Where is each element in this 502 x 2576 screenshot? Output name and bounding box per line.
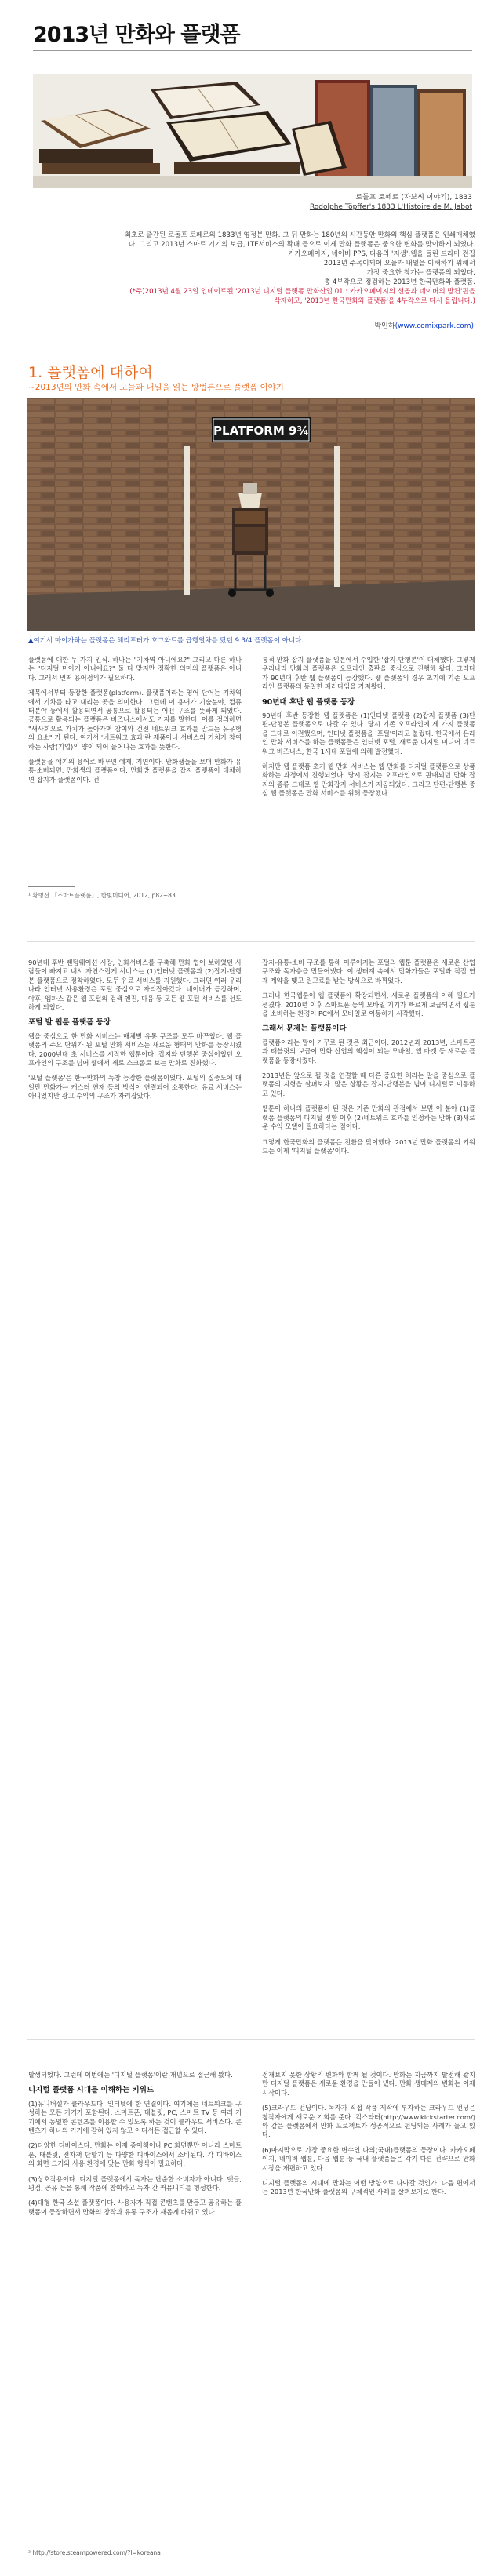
paragraph: 웹을 중심으로 한 만화 서비스는 매체별 유통 구조를 모두 바꾸었다. 웹 플랫폼의 주요 단위가 된 포털 만화 서비스는 새로운 형태의 만화를 등장시켰다. 2000년대 초 서비스를 시작한 웹툰이다. 잡지와 단행본 중심이었던 오프라인의 구조를 넘어 웹에서 세로 스크롤로 보는 만화로 진화했다. (28, 1031, 242, 1068)
paragraph: 플랫폼이라는 말이 거꾸로 된 것은 최근이다. 2012년과 2013년, 스마트폰과 태블릿의 보급이 만화 산업의 핵심이 되는 모바일, 앱 마켓 등 새로운 플랫폼을 등장시켰다. (262, 1038, 475, 1064)
section-divider (27, 2039, 475, 2040)
body-column-right-3 (262, 2071, 475, 2203)
hero-caption-english: Rodolphe Töpffer's 1833 L'Histoire de M. Jabot (309, 203, 472, 211)
footnote-rule (28, 886, 75, 887)
byline (374, 320, 474, 330)
paragraph: 그렇게 한국만화의 플랫폼은 전환을 맞이했다. 2013년 만화 플랫폼의 키워드는 이제 '디지털 플랫폼'이다. (262, 1137, 475, 1155)
paragraph: 2013년은 앞으로 될 것을 연결할 때 다른 중요한 해라는 말을 중심으로 플랫폼의 지형을 살펴보자. 많은 상황은 잡지-단행본을 넘어 디지털로 이동하고 있다. (262, 1072, 475, 1097)
paragraph: 그러나 한국웹툰이 웹 플랫폼에 확장되면서, 새로운 플랫폼의 이해 필요가 생겼다. 2010년 이후 스마트폰 등의 모바일 기기가 빠르게 보급되면서 웹툰을 소비하는 환경이 PC에서 모바일로 이동하기 시작했다. (262, 991, 475, 1018)
section-divider (27, 941, 475, 942)
paragraph: 정재보지 못한 상황의 변화와 함께 될 것이다. 만화는 지금까지 발전해 왔지만 디지털 플랫폼은 새로운 환경을 만들어 냈다. 만화 생태계의 변화는 이제 시작이다. (262, 2071, 475, 2097)
paragraph: (5)크라우드 펀딩이다. 독자가 직접 작품 제작에 투자하는 크라우드 펀딩은 창작자에게 새로운 기회를 준다. 킥스타터(http://www.kickstarter.com/)와 같은 플랫폼에서 만화 프로젝트가 성공적으로 펀딩되는 사례가 늘고 있다. (262, 2104, 475, 2139)
intro-line: 카카오페이지, 네이버 PPS, 다음의 '저생',웹을 들린 드라마 전집 (288, 250, 475, 258)
paragraph: (3)상호작용이다. 디지털 플랫폼에서 독자는 단순한 소비자가 아니다. 댓글, 평점, 공유 등을 통해 작품에 참여하고 독자 간 커뮤니티를 형성한다. (28, 2174, 242, 2192)
paragraph: 발생되었다. 그런데 이번에는 '디지털 플랫폼'이란 개념으로 접근해 봤다. (28, 2071, 233, 2079)
intro-line: 총 4부작으로 정검하는 2013년 한국만화와 플랫폼. (323, 278, 475, 286)
hero-caption-korean: 로돌프 토페르 (자보씨 이야기), 1833 (355, 194, 472, 202)
title-divider (33, 50, 472, 51)
intro-paragraph (27, 231, 475, 306)
footnote: ¹ 황병선 「스마트플랫폼」, 한빛미디어, 2012, p82~83 (28, 892, 176, 899)
paragraph: (4)대형 한국 소셜 플랫폼이다. 사용자가 직접 콘텐츠를 만들고 공유하는 플랫폼이 등장하면서 만화의 창작과 유통 구조가 새롭게 바뀌고 있다. (28, 2199, 242, 2216)
section-title: 1. 플랫폼에 대하여 (28, 364, 153, 381)
platform-illustration (27, 398, 475, 631)
body-column-left-2 (28, 959, 242, 1108)
body-column-left-3 (28, 2071, 242, 2223)
subheading: 90년대 후반 웹 플랫폼 등장 (262, 697, 355, 707)
body-column-left-1 (28, 656, 242, 791)
platform-sign-text: PLATFORM 9¾ (213, 424, 309, 438)
paragraph: (1)유니버설과 클라우드다. 인터넷에 한 연결이다. 여기에는 네트워크를 구성하는 모든 기기가 포함된다. 스마트폰, 태블릿, PC, 스마트 TV 등 여러 기기에서 동일한 콘텐츠를 이용할 수 있도록 하는 것이 클라우드 서비스다. 콘텐츠가 하나의 기기에 갇혀 있지 않고 어디서든 접근할 수 있다. (28, 2099, 242, 2135)
footnote: ² http://store.steampowered.com/?l=koreana (28, 2549, 161, 2556)
intro-notice: (*주)2013년 4월 23일 업데이트된 '2013년 디지털 플랫폼 만화산업 01 : 카카오페이지의 선공과 네이버의 방켠'편을 (129, 288, 475, 296)
books-illustration (33, 74, 472, 188)
paragraph: (6)마지막으로 가장 중요한 변수인 나의(국내)플랫폼의 등장이다. 카카오페이지, 네이버 웹툰, 다음 웹툰 등 국내 플랫폼들은 각기 다른 전략으로 만화 시장을 재편하고 있다. (262, 2145, 475, 2172)
subheading: 디지털 플랫폼 시대를 이해하는 키워드 (28, 2086, 155, 2095)
author-name: 박인하 (374, 322, 395, 330)
paragraph: (2)다양한 디바이스다. 만화는 이제 종이책이나 PC 화면뿐만 아니라 스마트폰, 태블릿, 전자책 단말기 등 다양한 디바이스에서 소비된다. 각 디바이스의 화면 크기와 사용 환경에 맞는 만화 형식이 필요하다. (28, 2141, 242, 2168)
paragraph: 웹툰이 하나의 플랫폼이 된 것은 기존 만화의 관점에서 보면 이 분야 (1)플랫폼 플랫폼의 디지털 전환 이후 (2)네트워크 효과를 인정하는 만화 (3)새로운 수익 모델이 필요하다는 점이다. (262, 1104, 475, 1131)
paragraph: 통적 만화 잡지 플랫폼을 일본에서 수입한 '잡지-단행본'이 대체했다. 그렇게 우리나라 만화의 플랫폼은 오프라인 출판을 중심으로 진행해 왔다. 그러다가 90년대 후반 웹 플랫폼이 등장했다. 웹 플랫폼의 경우 초기에 기존 오프라인 플랫폼의 동일한 패러다임을 가져왔다. (262, 656, 475, 691)
hero-caption (310, 193, 472, 212)
paragraph: 90년대 후반 랜덤웨이션 시장, 인화서비스를 구축해 만화 업이 보하였던 사람들이 빠지고 내서 자연스럽게 서비스는 (1)인터넷 플랫폼과 (2)잡지-단행본 플랫폼으로 정착하였다. 모두 유료 서비스를 지원했다. 그러면 여러 우리나라 인터넷 사용환경은 포털 중심으로 자리잡아갔다. 네이버가 등장하며, 야후, 엠파스 같은 웹 포털의 검색 엔진, 다음 등 모든 웹 포털 서비스를 선도하게 되었다. (28, 959, 242, 1012)
paragraph: '포털 플랫폼'은 한국만화의 독창 등장한 플랫폼이었다. 포털의 집중도에 매일만 만화가는 캐스터 연재 등의 방식이 연결되어 소통한다. 유료 서비스는 아니었지만 광고 수익의 구조가 자리잡았다. (28, 1074, 242, 1101)
intro-line: 가장 중요한 참가는 플랫폼의 되었다. (366, 269, 475, 277)
paragraph: 플랫폼에 대한 두 가지 인식. 하나는 "기차역 아니에요?" 그리고 다른 하나는 "디지털 미아기 아니에요?" 둘 다 맞지만 정확한 의미의 플랫폼은 아니다. 그래서 먼저 용어정의가 필요하다. (28, 656, 242, 682)
section-subtitle: ~2013년의 만화 속에서 오늘과 내일을 읽는 방법론으로 플랫폼 이야기 (28, 383, 284, 392)
page-title: 2013년 만화와 플랫폼 (33, 23, 240, 47)
intro-line: 2013년 주목이되어 오늘과 내일을 이해하기 위해서 (323, 260, 475, 267)
intro-notice: 삭제하고, '2013년 한국만화와 플랫폼'을 4부작으로 다시 올립니다.) (274, 297, 475, 305)
author-site-link[interactable]: (www.comixpark.com) (395, 322, 474, 330)
hero-image-antique-books (33, 74, 472, 188)
body-column-right-1 (262, 656, 475, 805)
paragraph: 잡지-유통-소비 구조를 통해 이루어지는 포털의 웹툰 플랫폼은 새로운 산업 구조와 독자층을 만들어냈다. 이 생태계 속에서 만화가들은 포털과 직접 연재 계약을 맺고 원고료를 받는 방식으로 바뀌었다. (262, 959, 475, 984)
subheading: 포털 발 웹툰 플랫폼 등장 (28, 1018, 111, 1028)
paragraph: 디지털 플랫폼의 시대에 만화는 어떤 방향으로 나아갈 것인가. 다음 편에서는 2013년 한국만화 플랫폼의 구체적인 사례를 살펴보기로 한다. (262, 2179, 475, 2196)
paragraph: 제목에서부터 등장한 플랫폼(platform). 플랫폼이라는 영어 단어는 기차역에서 기차를 타고 내리는 곳을 의미한다. 그런데 이 용어가 기술분야, 컴퓨터분야 등에서 활용되면서 공통으로 활용되는 어떤 구조를 뜻하게 되었다. 공통으로 활용되는 플랫폼은 비즈니스에서도 기지를 발한다. 이를 정의하면 "새사회으로 가치가 높아가며 참여와 건전 네트워크 효과를 만드는 유우형의 요소" 가 된다. 여기서 '네트워크 효과'란 제품이나 서비스의 가치가 참여하는 사람(기업)의 양이 되어 늘어나는 효과를 뜻한다. (28, 689, 242, 751)
platform-photo (27, 398, 475, 631)
subheading: 그래서 문제는 플랫폼이다 (262, 1024, 347, 1034)
photo-caption: ▲여기서 마이가하는 플랫폼은 해리포터가 호그와트를 급행열차를 탔던 9 3/4 플랫폼이 아니다. (28, 637, 304, 645)
intro-line: 최초로 출간된 로돌프 토페르의 1833년 영정본 만화. 그 뒤 만화는 180년의 시간동안 만화의 핵심 플랫폼은 인쇄매체였 (124, 231, 475, 239)
paragraph: 플랫폼을 얘기의 용어로 바꾸면 예제, 지면이다. 만화생들을 보며 만화가 유통·소비되면, 만화생의 플랫폼이다. 만화방 플랫폼을 잡지 플랫폼이 대체하면 잡지가 플랫폼이다. 전 (28, 758, 242, 784)
paragraph: 하지만 웹 플랫폼 초기 웹 만화 서비스는 웹 만화를 디지털 플랫폼으로 상품화하는 과정에서 진행되었다. 당시 잡지는 오프라인으로 판매되던 만화 잡지의 종류 그대로 웹 만화잡지 서비스가 제공되었다. 그리고 단편-단행본 중심 웹 플랫폼은 만화 서비스를 위해 등장했다. (262, 762, 475, 798)
body-column-right-2 (262, 959, 475, 1162)
paragraph: 90년대 후반 등장한 웹 플랫폼은 (1)인터넷 플랫폼 (2)잡지 플랫폼 (3)단편-단행본 플랫폼으로 나갈 수 있다. 당시 기존 오프라인에 세 가지 플랫폼을 그대로 이전했으며, 인터넷 플랫폼을 '포털'이라고 불렀다. 한국에서 온라인 만화 서비스를 하는 플랫폼들은 인터넷 포털, 새로운 디지털 미디어 네트워크 비즈니스, 한국 1세대 포털에 의해 발전했다. (262, 711, 475, 755)
intro-line: 다. 그리고 2013년 스마트 기기의 보급, LTE서비스의 확대 등으로 이제 만화 플랫폼은 중요한 변화를 맞이하게 되었다. (128, 241, 475, 249)
